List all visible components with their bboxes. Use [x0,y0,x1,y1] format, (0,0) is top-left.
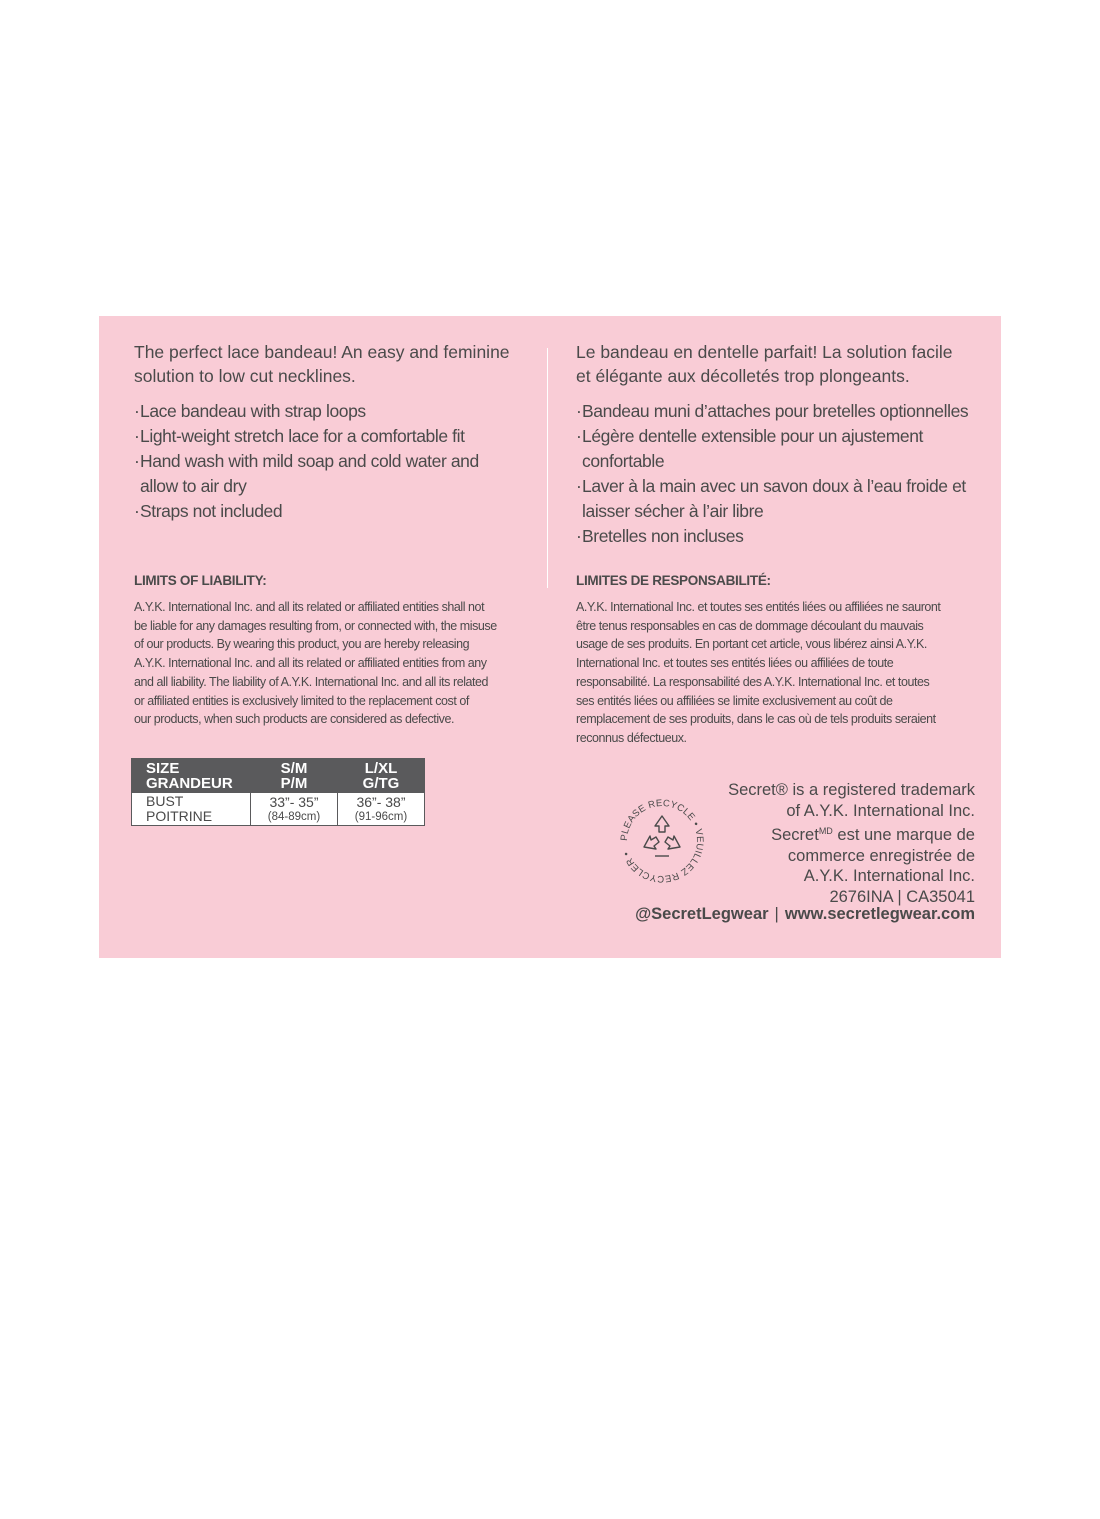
list-item: ·Hand wash with mild soap and cold water and allow to air dry [134,451,479,496]
liability-text-en: A.Y.K. International Inc. and all its related or affiliated entities shall not be liable for any damages resulting from, or connected with, the misuse of our products. By wearing this product, you are hereby releasing A.Y.K. International Inc. and all its related or affiliated entities from any and all liability. The liability of A.Y.K. International Inc. and all its related or affiliated entities is exclusively limited to the replacement cost of our products, when such products are considered as defective. [134,600,497,727]
lxl-header: L/XL G/TG [338,759,425,793]
svg-text:PLEASE RECYCLE • VEUILLEZ RECY [619,798,705,884]
social-links [635,905,975,924]
liability-heading-fr: LIMITES DE RESPONSABILITÉ: [576,573,771,588]
bust-label: BUST POITRINE [132,793,251,826]
intro-text-en: The perfect lace bandeau! An easy and feminine solution to low cut necklines. [134,342,510,386]
table-header-row [132,759,425,793]
feature-list-fr [576,399,968,549]
intro-text-fr: Le bandeau en dentelle parfait! La solution facile et élégante aux décolletés trop plongeants. [576,342,953,386]
recycle-icon [617,796,707,886]
product-info-card [99,316,1001,958]
list-item: ·Lace bandeau with strap loops [134,401,366,421]
list-item: ·Laver à la main avec un savon doux à l’eau froide et laisser sécher à l’air libre [576,476,966,521]
recycle-text: PLEASE RECYCLE • VEUILLEZ RECYCLER • [618,797,706,885]
list-item: ·Légère dentelle extensible pour un ajustement confortable [576,426,923,471]
size-header: SIZE GRANDEUR [132,759,251,793]
list-item: ·Light-weight stretch lace for a comfortable fit [134,426,465,446]
column-divider [547,348,548,588]
sm-bust-value: 33”- 35” (84-89cm) [251,793,338,826]
sm-header: S/M P/M [251,759,338,793]
lxl-bust-value: 36”- 38” (91-96cm) [338,793,425,826]
social-handle[interactable]: @SecretLegwear [635,905,769,923]
trademark-notice: Secret® is a registered trademark of A.Y.K. International Inc. Secret$^{MD}$ est une marque de commerce enregistrée de A.Y.K. International Inc. 2676INA | CA35041 [728,781,975,906]
size-table [131,758,425,826]
liability-heading-en: LIMITS OF LIABILITY: [134,573,267,588]
separator: | [774,905,779,923]
liability-text-fr: A.Y.K. International Inc. et toutes ses entités liées ou affiliées ne sauront être tenus responsables en cas de dommage découlant du mauvais usage de ses produits. En portant cet article, vous libérez ainsi A.Y.K. International Inc. et toutes ses entités liées ou affiliées de toute responsabilité. La responsabilité des A.Y.K. International Inc. et toutes ses entités liées ou affiliées se limite exclusivement au coût de remplacement de ses produits, dans le cas où de tels produits seraient reconnus défectueux. [576,600,941,745]
list-item: ·Straps not included [134,501,283,521]
feature-list-en [134,399,479,524]
website-link[interactable]: www.secretlegwear.com [784,905,975,923]
table-row [132,793,425,826]
list-item: ·Bandeau muni d’attaches pour bretelles optionnelles [576,401,969,421]
list-item: ·Bretelles non incluses [576,526,744,546]
